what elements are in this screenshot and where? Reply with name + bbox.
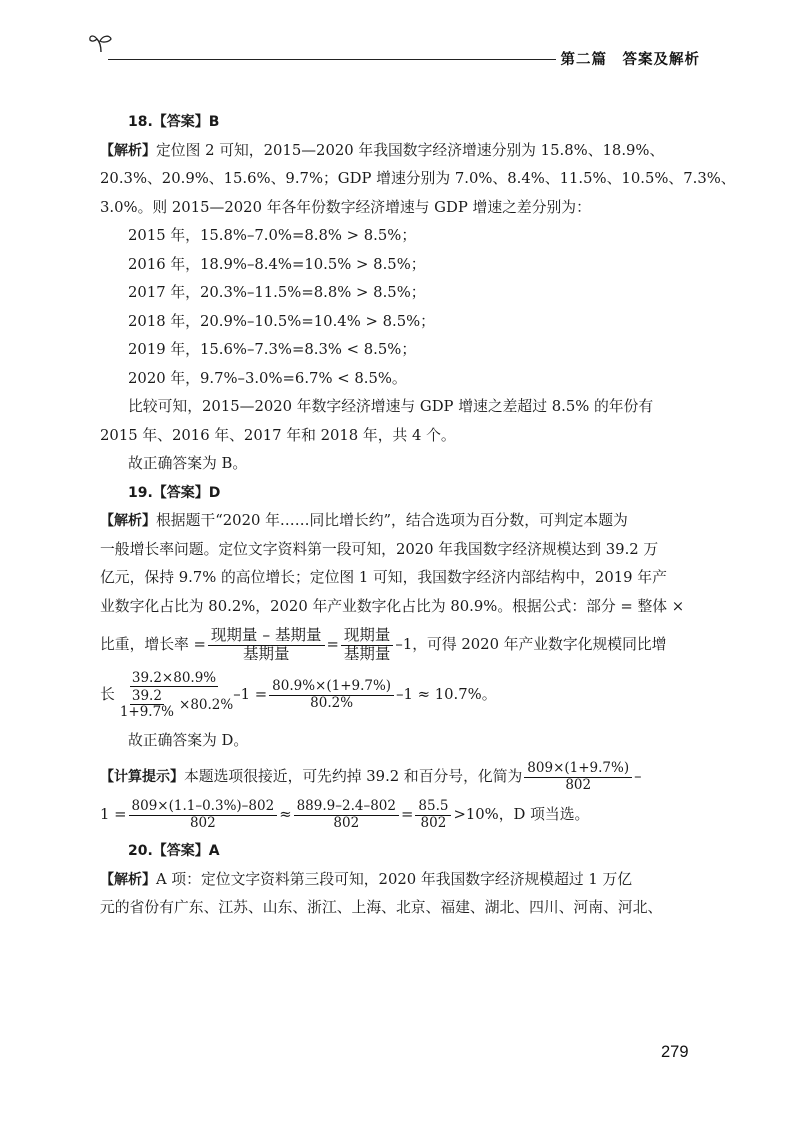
calc-tip-continuation: 1 = $\frac{809\times(1.1-0.3\%)-802}{802}$ ≈ $\frac{889.9-2.4-802}{802}$ = $\frac{85.5}{802}$ >10%，D 项当选。 (100, 798, 590, 831)
calc-tip-line: 【计算提示】 本题选项很接近，可先约掉 39.2 和百分号，化简为 $\frac{809\times(1+9.7\%)}{802}$ – (100, 760, 642, 793)
q19-analysis-line: 业数字化占比为 80.2%，2020 年产业数字化占比为 80.9%。根据公式：部分 = 整体 × (100, 597, 685, 615)
page-content (100, 108, 736, 923)
q20-analysis-line: 【解析】A 项：定位文字资料第三段可知，2020 年我国数字经济规模超过 1 万亿 (100, 870, 633, 888)
q18-year-line: 2020 年，9.7%–3.0%=6.7% < 8.5%。 (128, 369, 407, 387)
tip-fraction: $\frac{85.5}{802}$ (415, 799, 451, 831)
q19-analysis-line: 亿元，保持 9.7% 的高位增长；定位图 1 可知，我国数字经济内部结构中，2019 年产 (100, 569, 667, 586)
q20-answer: 20.【答案】A (128, 843, 220, 860)
q20-analysis-line: 元的省份有广东、江苏、山东、浙江、上海、北京、福建、湖北、四川、河南、河北、 (100, 899, 663, 917)
formula-fraction: $\frac{\text{现期量}}{\text{基期量}}$ (341, 627, 394, 664)
nested-fraction: 39.2×80.9% $\frac{39.2}{1+9.7\%}$ ×80.2% (119, 669, 234, 721)
q19-answer: 19.【答案】D (128, 484, 221, 501)
q19-conclusion: 故正确答案为 D。 (128, 731, 249, 749)
q18-analysis-line: 【解析】定位图 2 可知，2015—2020 年我国数字经济增速分别为 15.8%、18.9%、 (100, 141, 665, 159)
q18-year-line: 2018 年，20.9%–10.5%=10.4% > 8.5%； (128, 312, 435, 330)
sprout-icon (88, 32, 114, 54)
q19-analysis-line: 一般增长率问题。定位文字资料第一段可知，2020 年我国数字经济规模达到 39.2 万 (100, 540, 659, 558)
q18-year-line: 2019 年，15.6%–7.3%=8.3% < 8.5%； (128, 341, 417, 358)
q18-analysis-line: 20.3%、20.9%、15.6%、9.7%；GDP 增速分别为 7.0%、8.4%、11.5%、10.5%、7.3%、 (100, 170, 736, 187)
q18-answer: 18.【答案】B (128, 114, 220, 130)
header-title: 第二篇 答案及解析 (560, 52, 700, 68)
q18-year-line: 2016 年，18.9%–8.4%=10.5% > 8.5%； (128, 255, 426, 273)
q18-compare-line: 比较可知，2015—2020 年数字经济增速与 GDP 增速之差超过 8.5% 的年份有 (128, 398, 654, 415)
calc-fraction: $\frac{80.9\%\times(1+9.7\%)}{80.2\%}$ (269, 679, 394, 711)
q18-conclusion: 故正确答案为 B。 (128, 455, 248, 472)
page-number: 279 (661, 1043, 689, 1061)
tip-fraction: $\frac{809\times(1.1-0.3\%)-802}{802}$ (129, 799, 278, 831)
growth-calculation: 长 39.2×80.9% $\frac{39.2}{1+9.7\%}$ ×80.2% –1 = $\frac{80.9\%\times(1+9.7\%)}{80.2\%}$ –1 ≈ 10.7%。 (100, 669, 497, 721)
tip-fraction: $\frac{809\times(1+9.7\%)}{802}$ (524, 761, 632, 793)
tip-fraction: $\frac{889.9-2.4-802}{802}$ (294, 799, 399, 831)
q19-analysis-line: 【解析】根据题干“2020 年……同比增长约”，结合选项为百分数，可判定本题为 (100, 512, 628, 529)
q18-compare-line: 2015 年、2016 年、2017 年和 2018 年，共 4 个。 (100, 426, 456, 444)
q18-year-line: 2017 年，20.3%–11.5%=8.8% > 8.5%； (128, 284, 426, 301)
header-rule (108, 59, 556, 60)
q18-analysis-line: 3.0%。则 2015—2020 年各年份数字经济增速与 GDP 增速之差分别为： (100, 198, 591, 216)
q18-year-line: 2015 年，15.8%–7.0%=8.8% > 8.5%； (128, 227, 417, 244)
growth-rate-formula: 比重，增长率 = $\frac{\text{现期量 – 基期量}}{\text{基期量}}$ = $\frac{\text{现期量}}{\text{基期量}}$ –1 ，可得 2020 年产业数字化规模同比增 (100, 626, 667, 663)
formula-fraction: $\frac{\text{现期量 – 基期量}}{\text{基期量}}$ (208, 627, 325, 664)
